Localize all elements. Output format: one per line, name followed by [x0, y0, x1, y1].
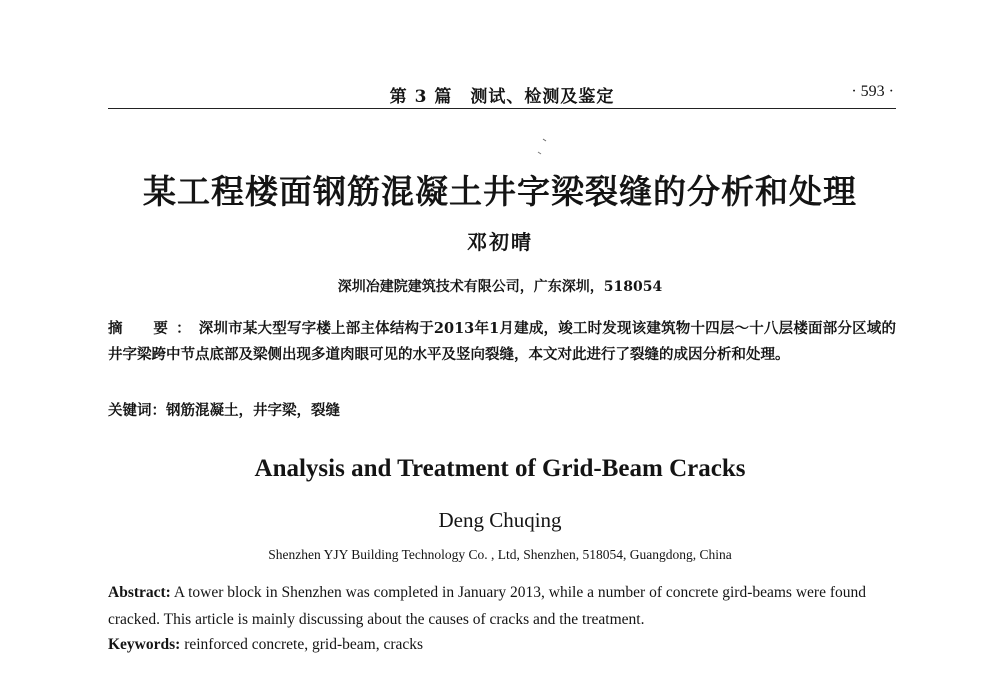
abstract-english — [108, 579, 898, 633]
section-title: 第 3 篇 测试、检测及鉴定 — [389, 87, 615, 107]
keywords-text-english: reinforced concrete, grid-beam, cracks — [180, 636, 424, 653]
author-chinese: 邓初晴 — [467, 230, 533, 254]
abstract-label-chinese: 摘 要： — [108, 320, 199, 337]
abstract-chinese — [108, 316, 896, 368]
keywords-label-english: Keywords: — [108, 636, 181, 653]
keywords-text-chinese: 钢筋混凝土，井字梁，裂缝 — [166, 402, 340, 419]
keywords-english — [108, 636, 898, 654]
paper-title-english: Analysis and Treatment of Grid-Beam Cracks — [254, 455, 746, 482]
keywords-chinese — [108, 399, 896, 420]
keywords-label-chinese: 关键词： — [108, 402, 166, 419]
running-header — [108, 78, 896, 109]
scan-specks — [535, 136, 555, 160]
page-number: · 593 · — [851, 83, 894, 100]
affiliation-chinese: 深圳冶建院建筑技术有限公司，广东深圳，518054 — [337, 279, 663, 295]
author-english: Deng Chuqing — [438, 508, 562, 532]
affiliation-english: Shenzhen YJY Building Technology Co. , Ltd, Shenzhen, 518054, Guangdong, China — [268, 547, 732, 562]
abstract-label-english: Abstract: — [108, 584, 171, 601]
paper-title-chinese: 某工程楼面钢筋混凝土井字梁裂缝的分析和处理 — [143, 172, 857, 211]
abstract-text-english: A tower block in Shenzhen was completed in January 2013, while a number of concrete gird-beams were found cracked. This article is mainly discussing about the causes of cracks and the treatment. — [108, 584, 866, 628]
abstract-text-chinese: 深圳市某大型写字楼上部主体结构于2013年1月建成，竣工时发现该建筑物十四层～十八层楼面部分区域的井字梁跨中节点底部及梁侧出现多道肉眼可见的水平及竖向裂缝，本文对此进行了裂缝的成因分析和处理。 — [108, 320, 896, 363]
